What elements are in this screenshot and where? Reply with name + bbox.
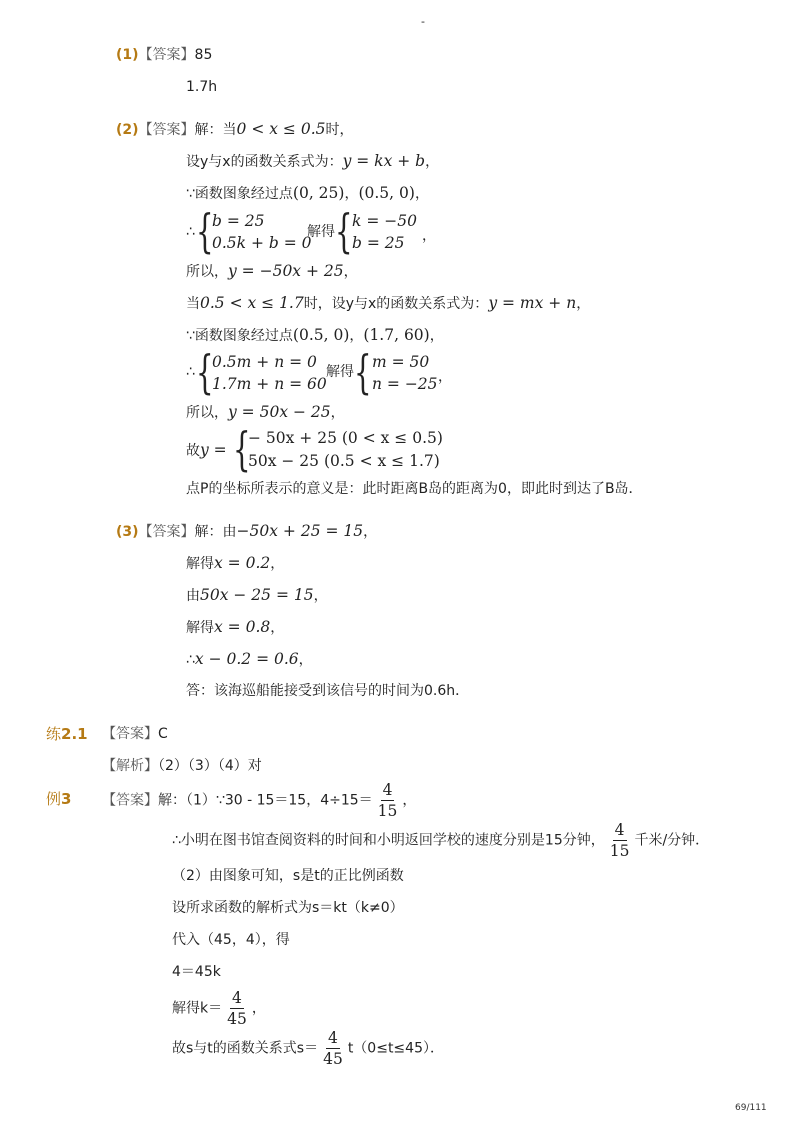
math: y = −50x + 25 [228, 262, 344, 280]
fraction [376, 780, 400, 821]
example3-line7 [172, 1028, 444, 1069]
math: y = [200, 441, 227, 459]
math: (0, 25) [292, 184, 345, 202]
sys2-prefix: ∴ [186, 364, 195, 380]
text: ， [576, 296, 591, 312]
sys2-sol2: n = −25 [372, 375, 438, 393]
math: 0.5 < x ≤ 1.7 [200, 294, 304, 312]
part3-line4 [186, 649, 313, 670]
header-mark: - [421, 15, 425, 28]
text: ， [414, 186, 429, 202]
text: ， [343, 264, 358, 280]
left-brace: { [196, 204, 214, 258]
text: ， [270, 556, 285, 572]
text: 2.1 [61, 725, 88, 743]
text: 时，设y与x的函数关系式为： [303, 296, 489, 312]
part2-line4 [186, 293, 590, 314]
denominator: 45 [227, 1010, 247, 1028]
math: y = kx + b [342, 152, 426, 170]
sys2-solve: 解得 [326, 364, 354, 380]
part2-line1 [186, 151, 439, 172]
fraction [225, 988, 249, 1029]
denominator: 15 [377, 802, 398, 820]
text: ， [425, 154, 440, 170]
piecewise-case1: − 50x + 25 (0 < x ≤ 0.5) [248, 429, 443, 447]
part2-meaning: 点P的坐标所表示的意义是：此时距离B岛的距离为0，即此时到达了B岛． [186, 481, 643, 497]
math: 50x − 25 = 15 [200, 586, 314, 604]
text: 解：当 [194, 122, 237, 138]
sys2-eq2: 1.7m + n = 60 [212, 375, 327, 393]
text: ， [330, 405, 345, 421]
text: 练 [46, 725, 62, 743]
math: y = mx + n [488, 294, 577, 312]
text: 例 [46, 790, 62, 808]
text: 解得 [186, 556, 214, 572]
text: 所以， [186, 405, 228, 421]
analysis-tag: 【解析】 [102, 758, 158, 774]
text: ， [298, 652, 313, 668]
answer-tag: 【答案】 [102, 726, 158, 742]
numerator: 4 [328, 1029, 338, 1047]
sys1-sol1: k = −50 [352, 212, 417, 230]
fraction [608, 820, 632, 861]
left-brace: { [335, 204, 353, 258]
text: 时， [325, 122, 354, 138]
sys2-sol1: m = 50 [372, 353, 430, 371]
numerator: 4 [232, 989, 242, 1007]
sys1-prefix: ∴ [186, 224, 195, 240]
math: y = 50x − 25 [228, 403, 331, 421]
text: 解：由 [194, 524, 237, 540]
part3-line1 [186, 553, 284, 574]
part2-line5 [186, 325, 444, 346]
text: 由 [186, 588, 200, 604]
part1-value: 85 [194, 47, 213, 63]
part1-answer-line [116, 45, 212, 65]
sys1-eq1: b = 25 [212, 212, 265, 230]
text: ， [429, 328, 444, 344]
practice-analysis [102, 756, 262, 776]
text: （2）（3）（4）对 [158, 758, 262, 774]
sys1-eq2: 0.5k + b = 0 [212, 234, 312, 252]
numerator: 4 [614, 821, 625, 839]
left-brace: { [354, 345, 372, 399]
part3-line3 [186, 617, 284, 638]
math: x = 0.8 [214, 618, 271, 636]
text: 所以， [186, 264, 228, 280]
practice-label [46, 724, 88, 744]
text: ∵函数图象经过点 [186, 186, 293, 202]
text: ， [344, 186, 359, 202]
text: 解得 [186, 620, 214, 636]
sys1-solve: 解得 [307, 224, 335, 240]
example3-line0 [102, 780, 416, 821]
part2-answer-line [116, 119, 353, 140]
part2-line6 [186, 402, 345, 423]
answer-tag: 【答案】 [102, 792, 158, 809]
math: (0.5, 0) [358, 184, 415, 202]
math: (1.7, 60) [363, 326, 430, 344]
fraction [321, 1028, 345, 1069]
text: 当 [186, 296, 200, 312]
text: 解得k＝ [172, 1000, 223, 1017]
numerator: 4 [382, 781, 393, 799]
math: (0.5, 0) [292, 326, 350, 344]
math: x = 0.2 [214, 554, 271, 572]
part3-answer-line [116, 521, 377, 542]
example3-line4: 代入（45，4），得 [172, 932, 290, 948]
text: C [158, 726, 168, 742]
text: 故 [186, 443, 200, 459]
left-brace: { [196, 345, 214, 399]
practice-answer [102, 724, 168, 744]
part3-line5: 答：该海巡船能接受到该信号的时间为0.6h． [186, 683, 470, 699]
text: 千米/分钟． [634, 832, 710, 849]
text: ， [313, 588, 328, 604]
text: t（0≤t≤45）． [347, 1040, 444, 1057]
left-brace: { [233, 422, 251, 476]
part3-label: (3) [116, 524, 139, 540]
part2-line3 [186, 261, 358, 282]
part3-line2 [186, 585, 328, 606]
text: ， [251, 1000, 266, 1017]
math: −50x + 25 = 15 [236, 522, 364, 540]
text: ∴ [186, 652, 195, 668]
part2-label: (2) [116, 122, 139, 138]
answer-tag: 【答案】 [138, 47, 195, 63]
text: ， [349, 328, 364, 344]
denominator: 15 [609, 842, 630, 860]
text: ， [270, 620, 285, 636]
example3-line6 [172, 988, 266, 1029]
part1-label: (1) [116, 47, 139, 63]
text: ， [363, 524, 378, 540]
math: x − 0.2 = 0.6 [194, 650, 299, 668]
example3-line3: 设所求函数的解析式为s＝kt（k≠0） [172, 900, 404, 916]
part1-line2: 1.7h [186, 79, 218, 95]
example3-label [46, 789, 71, 809]
denominator: 45 [323, 1050, 343, 1068]
sys1-sol2: b = 25 [352, 234, 405, 252]
example3-line5: 4＝45k [172, 964, 221, 980]
piecewise-case2: 50x − 25 (0.5 < x ≤ 1.7) [248, 452, 440, 470]
text: 设y与x的函数关系式为： [186, 154, 343, 170]
text: 故s与t的函数关系式s＝ [172, 1040, 319, 1057]
answer-tag: 【答案】 [138, 122, 195, 138]
text: ∵函数图象经过点 [186, 328, 293, 344]
sys2-end: ， [438, 369, 452, 385]
math: 0 < x ≤ 0.5 [236, 120, 326, 138]
piecewise-prefix [186, 440, 227, 461]
answer-tag: 【答案】 [138, 524, 195, 540]
text: 3 [61, 790, 72, 808]
part2-line2 [186, 183, 429, 204]
example3-line2: （2）由图象可知，s是t的正比例函数 [172, 868, 404, 884]
text: 解：（1）∵30 - 15＝15，4÷15＝ [158, 792, 373, 809]
sys1-end: ， [422, 228, 436, 244]
page-number: 69/111 [735, 1103, 767, 1113]
text: ∴小明在图书馆查阅资料的时间和小明返回学校的速度分别是15分钟， [172, 832, 605, 849]
text: ， [402, 792, 417, 809]
example3-line1 [172, 820, 709, 861]
sys2-eq1: 0.5m + n = 0 [212, 353, 317, 371]
